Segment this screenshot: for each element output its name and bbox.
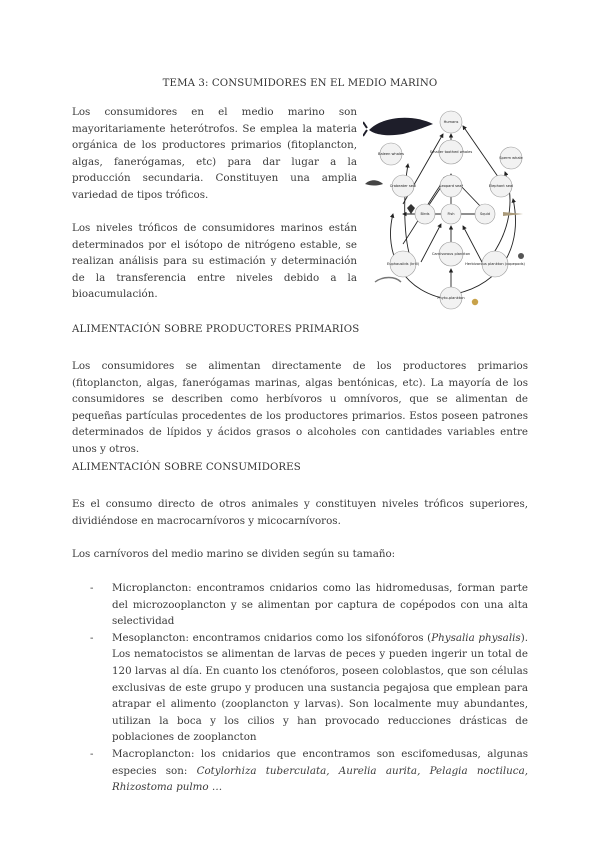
list-item-text: Microplancton: encontramos cnidarios como las hidromedusas, forman parte del microzooplancton y se alimentan por captura de copépodos con una alta selectividad [112, 582, 528, 628]
list-item-macroplancton [72, 746, 528, 796]
species-name: Physalia physalis [431, 631, 521, 644]
bird-illustration [407, 204, 415, 214]
paragraph-intro: Los consumidores en el medio marino son mayoritariamente heterótrofos. Se emplea la materia orgánica de los productores primarios (fitoplancton, algas, fanerógamas, etc) para dar lugar a la producción secundaria. Constituyen una amplia variedad de tipos tróficos. [72, 106, 357, 201]
paragraph-trophic-levels: Los niveles tróficos de consumidores marinos están determinados por el isótopo de nitrógeno estable, se realizan análisis para su estimación y determinación de la transferencia entre niveles debido a la bioacumulación. [72, 222, 357, 301]
list-dash: - [90, 747, 94, 760]
node-elephant-seal: Elephant seal [488, 184, 514, 188]
carnivore-list [72, 580, 528, 796]
seal-illustration [365, 180, 383, 185]
node-carnivorous-plankton: Carnivorous plankton [431, 252, 471, 256]
copepod-illustration [518, 253, 524, 259]
node-phytoplankton: Phyto-plankton [437, 296, 465, 300]
node-humans: Humans [443, 120, 459, 124]
node-crabeater-seal: Crabeater seal [389, 184, 417, 188]
whale-illustration [369, 118, 433, 135]
food-web-diagram [363, 104, 531, 312]
section-heading-consumers: ALIMENTACIÓN SOBRE CONSUMIDORES [72, 462, 301, 473]
node-squid: Squid [479, 212, 491, 216]
list-item-text: Macroplancton: los cnidarios que encontramos son escifomedusas, algunas especies son: [112, 747, 528, 777]
list-item-mesoplancton [72, 630, 528, 746]
paragraph-carnivores-size: Los carnívoros del medio marino se dividen según su tamaño: [72, 548, 396, 560]
list-dash: - [90, 582, 94, 594]
list-item-microplancton [72, 580, 528, 630]
node-fish: Fish [447, 212, 455, 216]
node-euphausiids: Euphausiids (krill) [386, 262, 420, 266]
list-item-text: ). Los nematocistos se alimentan de larvas de peces y pueden ingerir un total de 120 larvas al día. En cuanto los ctenóforos, poseen coloblastos, que son células exclusivas de este grupo y producen una sustancia pegajosa que emplean para atrapar el alimento (zooplancton y larvas). Son localmente muy abundantes, utilizan la boca y los cilios y han provocado reducciones drásticas de poblaciones de zooplancton [112, 631, 528, 744]
squid-illustration [503, 212, 523, 216]
list-item-text: Mesoplancton: encontramos cnidarios como los sifonóforos ( [112, 631, 432, 644]
page-title: TEMA 3: CONSUMIDORES EN EL MEDIO MARINO [162, 78, 438, 89]
node-birds: Birds [420, 212, 430, 216]
species-names: Cotylorhiza tuberculata, Aurelia aurita, Pelagia noctiluca, Rhizostoma pulmo … [112, 764, 528, 794]
node-sperm-whale: Sperm whale [499, 156, 523, 160]
section-heading-primary-producers: ALIMENTACIÓN SOBRE PRODUCTORES PRIMARIOS [72, 324, 360, 335]
phytoplankton-illustration [472, 299, 478, 305]
list-dash: - [90, 631, 94, 644]
node-smaller-toothed-whales: Smaller toothed whales [429, 150, 473, 154]
node-leopard-seal: Leopard seal [439, 184, 463, 188]
paragraph-consumers: Es el consumo directo de otros animales y constituyen niveles tróficos superiores, dividiéndose en macrocarnívoros y micocarnívoros. [72, 498, 528, 527]
node-baleen-whales: Baleen whales [377, 152, 405, 156]
node-herbivorous-plankton: Herbivorous plankton (copepods) [465, 262, 525, 266]
paragraph-primary-producers: Los consumidores se alimentan directamente de los productores primarios (fitoplancton, algas, fanerógamas marinas, algas bentónicas, etc). La mayoría de los consumidores se describen como herbívoros u omnívoros, que se alimentan de pequeñas partículas procedentes de los productores primarios. Estos poseen patrones determinados de lípidos y ácidos grasos o alcoholes con cantidades variables entre unos y otros. [72, 360, 528, 455]
krill-illustration [375, 278, 401, 283]
